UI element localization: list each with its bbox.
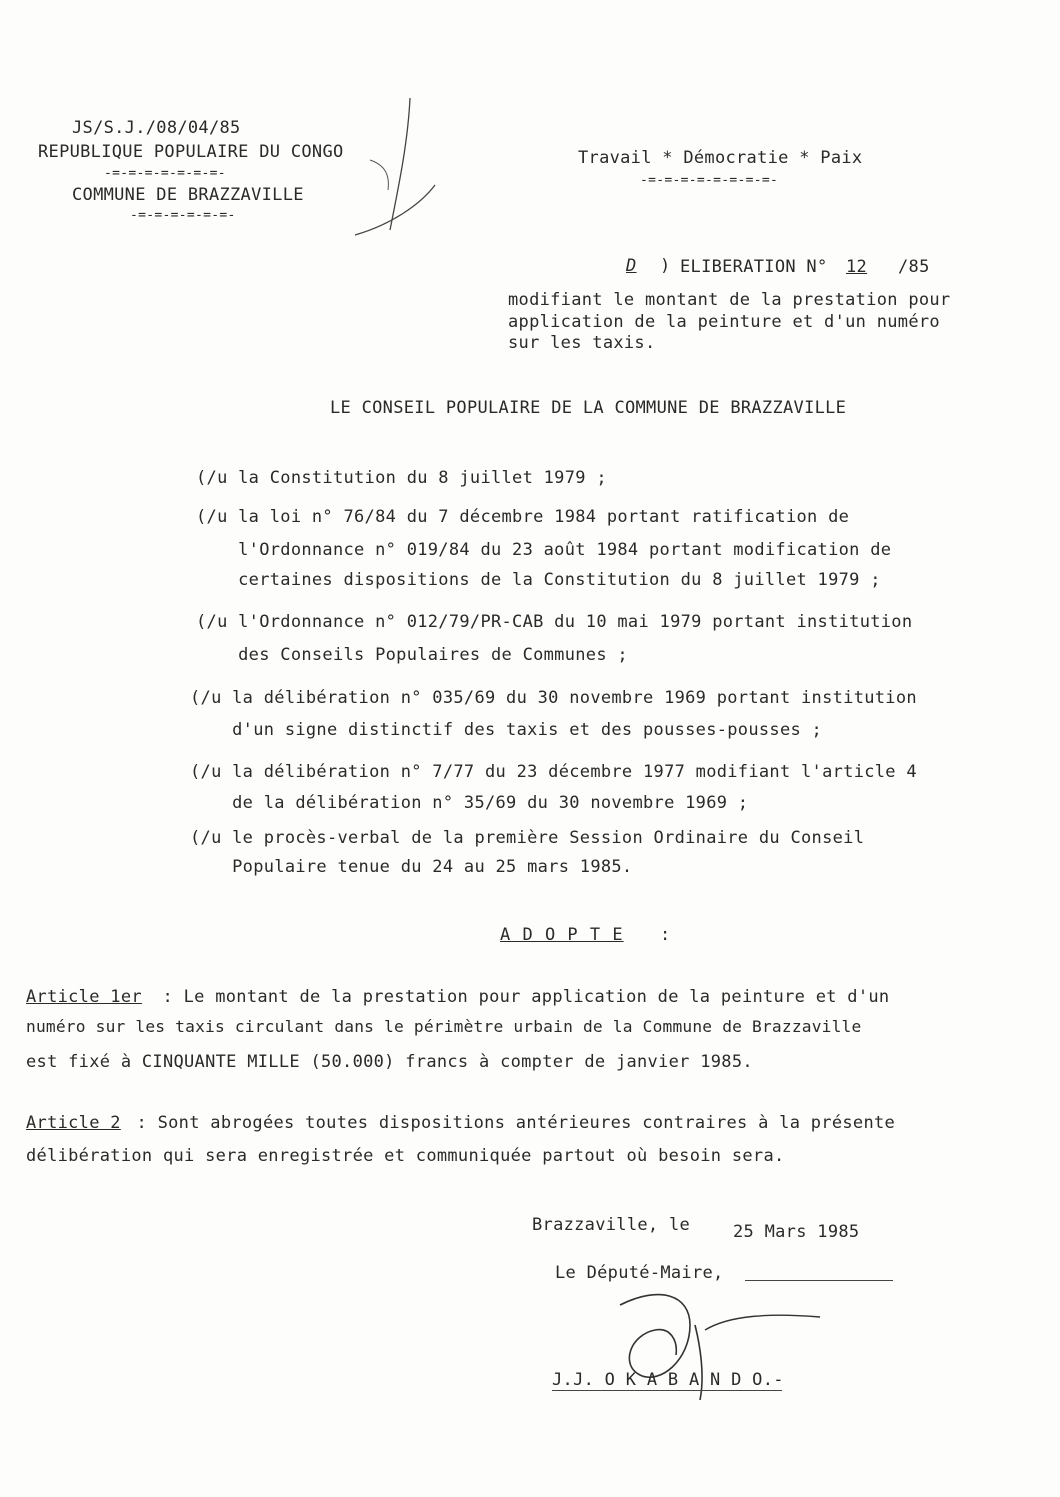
adopte-heading: A D O P T E: [500, 925, 624, 945]
national-motto: Travail * Démocratie * Paix: [578, 148, 863, 168]
adopte-colon: :: [660, 925, 671, 945]
signature-line: [745, 1280, 893, 1281]
consideration-line: de la délibération n° 35/69 du 30 novembre 1969 ;: [190, 793, 749, 813]
consideration-line: d'un signe distinctif des taxis et des pousses-pousses ;: [190, 720, 823, 740]
closing-date: 25 Mars 1985: [733, 1222, 860, 1242]
motto-divider: -=-=-=-=-=-=-=-=-: [640, 173, 779, 188]
commune-name: COMMUNE DE BRAZZAVILLE: [72, 185, 304, 205]
article2-text: délibération qui sera enregistrée et communiquée partout où besoin sera.: [26, 1146, 785, 1166]
article1-text: numéro sur les taxis circulant dans le périmètre urbain de la Commune de Brazzaville: [26, 1017, 862, 1036]
consideration-line: certaines dispositions de la Constitution du 8 juillet 1979 ;: [196, 570, 881, 590]
pen-stroke-mark: [330, 90, 450, 240]
deliberation-year: /85: [898, 257, 930, 277]
article1-label: Article 1er: [26, 987, 142, 1007]
consideration-line: des Conseils Populaires de Communes ;: [196, 645, 628, 665]
deliberation-subject-line: modifiant le montant de la prestation pour: [508, 290, 951, 310]
deliberation-subject-line: application de la peinture et d'un numéro: [508, 312, 940, 332]
consideration-line: (/u la loi n° 76/84 du 7 décembre 1984 portant ratification de: [196, 507, 850, 527]
council-heading: LE CONSEIL POPULAIRE DE LA COMMUNE DE BRAZZAVILLE: [330, 398, 847, 418]
consideration-line: (/u la délibération n° 035/69 du 30 novembre 1969 portant institution: [190, 688, 917, 708]
article1-text: est fixé à CINQUANTE MILLE (50.000) francs à compter de janvier 1985.: [26, 1052, 753, 1072]
signatory-name: J.J. O K A B A N D O.-: [552, 1370, 784, 1390]
deliberation-prefix: D: [626, 256, 637, 276]
header-divider: -=-=-=-=-=-=-: [130, 208, 236, 223]
consideration-line: Populaire tenue du 24 au 25 mars 1985.: [190, 857, 633, 877]
deliberation-paren: ): [660, 256, 671, 276]
article2-text: : Sont abrogées toutes dispositions antérieures contraires à la présente: [126, 1113, 896, 1133]
consideration-line: (/u l'Ordonnance n° 012/79/PR-CAB du 10 mai 1979 portant institution: [196, 612, 913, 632]
consideration-line: (/u le procès-verbal de la première Session Ordinaire du Conseil: [190, 828, 865, 848]
consideration-line: (/u la délibération n° 7/77 du 23 décembre 1977 modifiant l'article 4: [190, 762, 917, 782]
signatory-title: Le Député-Maire,: [555, 1263, 724, 1283]
country-name: REPUBLIQUE POPULAIRE DU CONGO: [38, 142, 344, 162]
closing-place: Brazzaville, le: [532, 1215, 691, 1235]
deliberation-number: 12: [846, 257, 868, 277]
deliberation-title: ELIBERATION N°: [680, 257, 828, 277]
header-divider: -=-=-=-=-=-=-=-: [104, 166, 226, 181]
article2-label: Article 2: [26, 1113, 121, 1133]
article1-text: : Le montant de la prestation pour application de la peinture et d'un: [152, 987, 890, 1007]
consideration-line: (/u la Constitution du 8 juillet 1979 ;: [196, 468, 607, 488]
consideration-line: l'Ordonnance n° 019/84 du 23 août 1984 portant modification de: [196, 540, 892, 560]
signatory-underline: [552, 1390, 782, 1391]
deliberation-subject-line: sur les taxis.: [508, 333, 656, 353]
reference-number: JS/S.J./08/04/85: [72, 118, 241, 138]
